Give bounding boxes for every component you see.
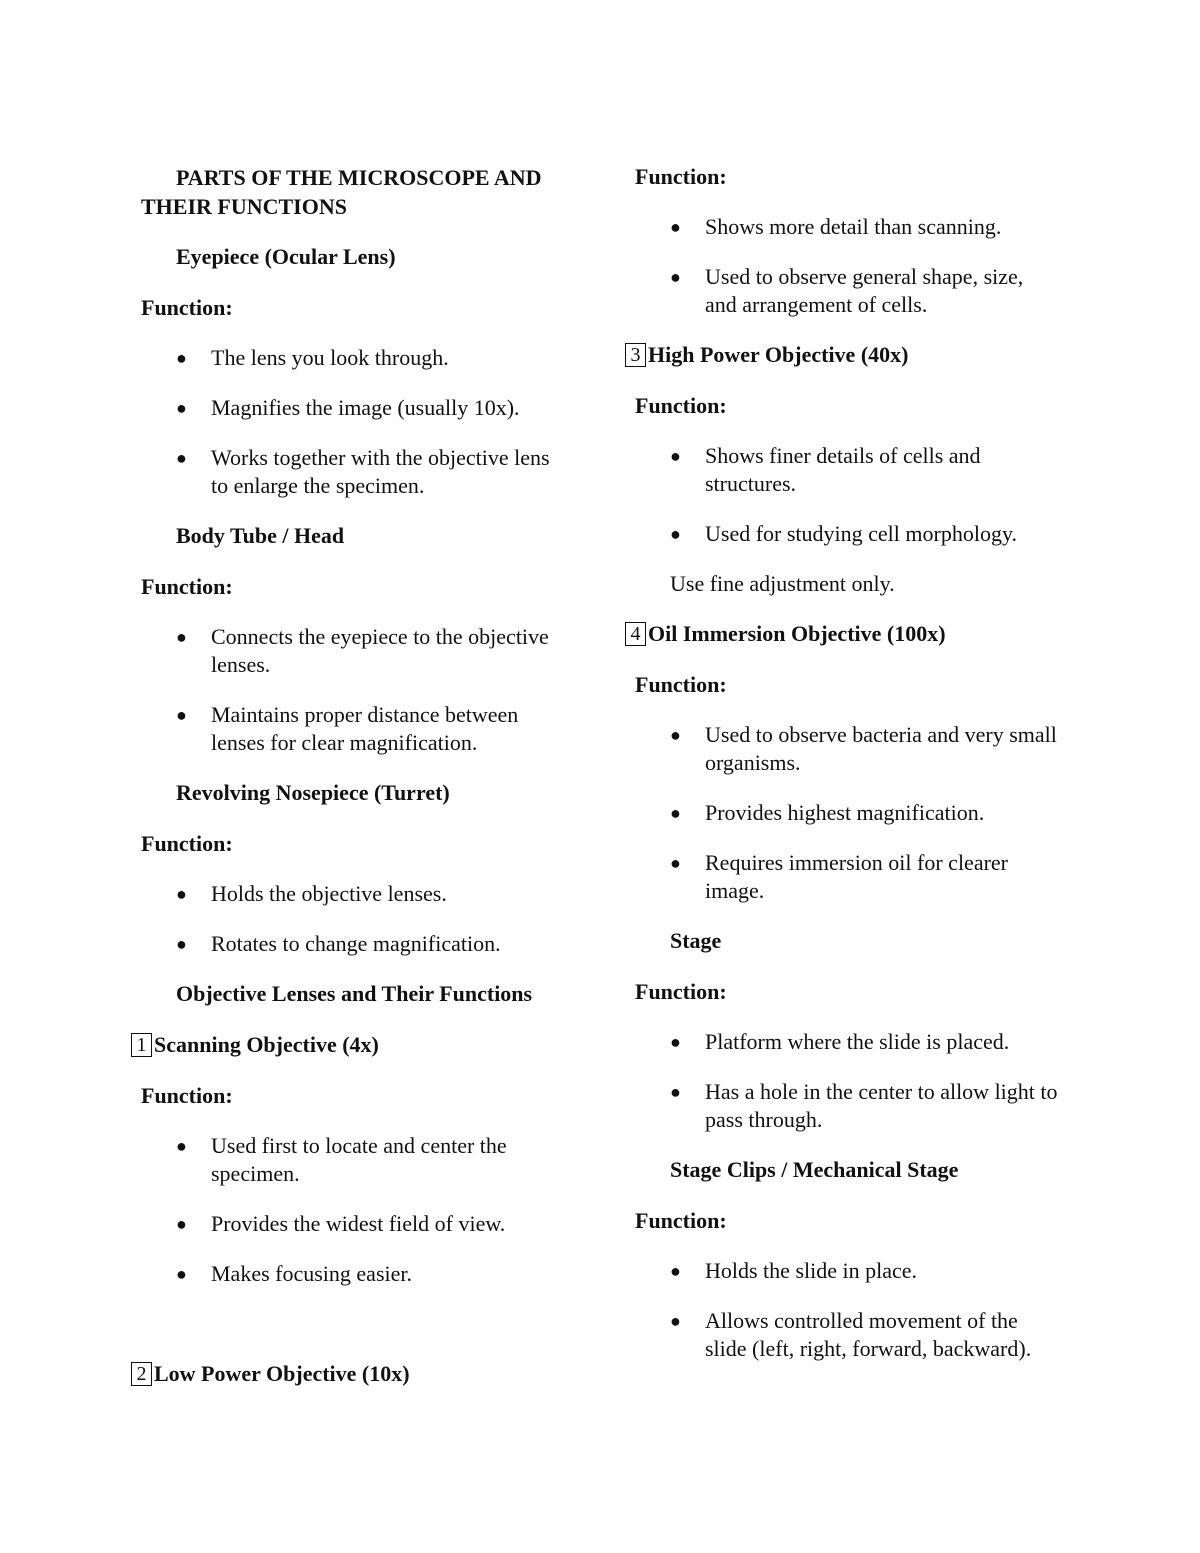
list-item: ● Makes focusing easier.	[176, 1261, 412, 1286]
function-label: Function:	[141, 1083, 233, 1108]
list-item: ● Provides the widest field of view.	[176, 1211, 506, 1236]
spacer	[141, 1310, 581, 1360]
number-box: 4	[625, 622, 646, 646]
list-item: ● The lens you look through.	[176, 345, 449, 370]
bullet-icon: ●	[670, 446, 681, 466]
bullet-icon: ●	[670, 853, 681, 873]
nosepiece-list	[141, 880, 581, 958]
bullet-icon: ●	[176, 1214, 187, 1234]
number-box: 2	[131, 1362, 152, 1386]
function-label: Function:	[635, 164, 727, 189]
bullet-icon: ●	[176, 705, 187, 725]
high-power-list	[635, 442, 1075, 548]
low-power-list	[635, 213, 1075, 319]
scanning-list	[141, 1132, 581, 1288]
left-column	[136, 163, 581, 1411]
list-item: ● Used first to locate and center the specimen.	[176, 1133, 507, 1186]
bullet-icon: ●	[176, 1136, 187, 1156]
low-power-title: Low Power Objective (10x)	[154, 1361, 410, 1386]
bullet-icon: ●	[670, 1082, 681, 1102]
list-item: ● Used to observe bacteria and very small organisms.	[670, 722, 1057, 775]
list-item: ● Shows more detail than scanning.	[670, 214, 1002, 239]
list-item: ● Magnifies the image (usually 10x).	[176, 395, 520, 420]
bullet-icon: ●	[670, 725, 681, 745]
eyepiece-heading: Eyepiece (Ocular Lens)	[176, 244, 396, 269]
function-label: Function:	[141, 574, 233, 599]
list-item: ● Holds the slide in place.	[670, 1258, 918, 1283]
bullet-icon: ●	[176, 1264, 187, 1284]
eyepiece-list	[141, 344, 581, 500]
bullet-icon: ●	[670, 217, 681, 237]
list-item: ● Used for studying cell morphology.	[670, 521, 1018, 546]
oil-immersion-list	[635, 721, 1075, 905]
nosepiece-heading: Revolving Nosepiece (Turret)	[176, 780, 450, 805]
list-item: ● Rotates to change magnification.	[176, 931, 501, 956]
function-label: Function:	[635, 1208, 727, 1233]
function-label: Function:	[635, 393, 727, 418]
right-column	[630, 163, 1075, 1385]
list-item: ● Maintains proper distance between lenses for clear magnification.	[176, 702, 519, 755]
bullet-icon: ●	[670, 1032, 681, 1052]
number-box: 1	[131, 1033, 152, 1057]
list-item: ● Has a hole in the center to allow light to pass through.	[670, 1079, 1058, 1132]
high-power-title: High Power Objective (40x)	[648, 342, 909, 367]
list-item: ● Provides highest magnification.	[670, 800, 985, 825]
list-item: ● Allows controlled movement of the slide (left, right, forward, backward).	[670, 1308, 1032, 1361]
function-label: Function:	[141, 295, 233, 320]
oil-immersion-heading	[625, 620, 1075, 648]
list-item: ● Works together with the objective lens to enlarge the specimen.	[176, 445, 550, 498]
number-box: 3	[625, 343, 646, 367]
bullet-icon: ●	[176, 348, 187, 368]
bullet-icon: ●	[176, 627, 187, 647]
list-item: ● Requires immersion oil for clearer image.	[670, 850, 1009, 903]
scanning-heading	[131, 1031, 581, 1059]
stage-heading: Stage	[670, 928, 722, 953]
high-power-note: Use fine adjustment only.	[670, 571, 895, 596]
stage-clips-heading: Stage Clips / Mechanical Stage	[670, 1157, 959, 1182]
function-label: Function:	[635, 979, 727, 1004]
list-item: ● Used to observe general shape, size, and arrangement of cells.	[670, 264, 1024, 317]
function-label: Function:	[141, 831, 233, 856]
body-tube-heading: Body Tube / Head	[176, 523, 345, 548]
page-title: PARTS OF THE MICROSCOPE AND THEIR FUNCTIONS	[141, 165, 542, 219]
body-tube-list	[141, 623, 581, 757]
bullet-icon: ●	[176, 884, 187, 904]
function-label: Function:	[635, 672, 727, 697]
bullet-icon: ●	[176, 398, 187, 418]
stage-list	[635, 1028, 1075, 1134]
bullet-icon: ●	[670, 524, 681, 544]
list-item: ● Holds the objective lenses.	[176, 881, 447, 906]
list-item: ● Connects the eyepiece to the objective lenses.	[176, 624, 549, 677]
bullet-icon: ●	[176, 448, 187, 468]
bullet-icon: ●	[670, 1311, 681, 1331]
scanning-title: Scanning Objective (4x)	[154, 1032, 379, 1057]
bullet-icon: ●	[670, 1261, 681, 1281]
high-power-heading	[625, 341, 1075, 369]
list-item: ● Platform where the slide is placed.	[670, 1029, 1010, 1054]
stage-clips-list	[635, 1257, 1075, 1363]
bullet-icon: ●	[176, 934, 187, 954]
list-item: ● Shows finer details of cells and structures.	[670, 443, 981, 496]
oil-immersion-title: Oil Immersion Objective (100x)	[648, 621, 946, 646]
objectives-heading: Objective Lenses and Their Functions	[176, 981, 533, 1006]
low-power-heading	[131, 1360, 581, 1388]
bullet-icon: ●	[670, 803, 681, 823]
bullet-icon: ●	[670, 267, 681, 287]
